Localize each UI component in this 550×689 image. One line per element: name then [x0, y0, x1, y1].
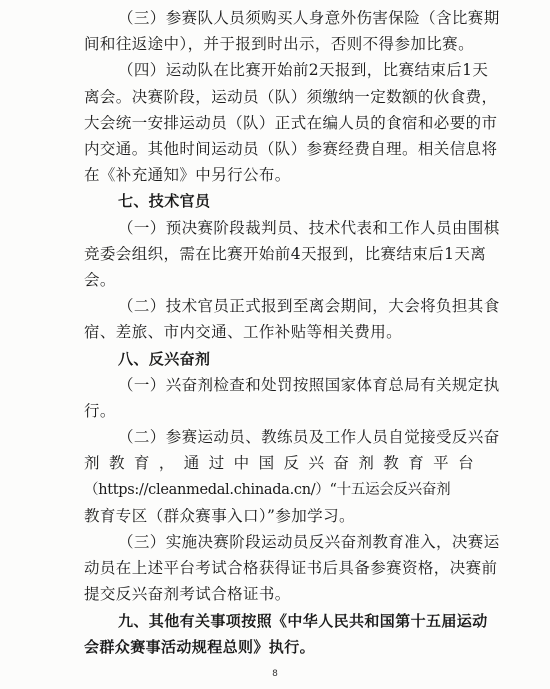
paragraph-line: 剂教育，通过中国反兴奋剂教育平台	[84, 454, 474, 473]
paragraph-line: 提交反兴奋剂考试合格证书。	[84, 585, 291, 604]
paragraph-line: 动员在上述平台考试合格获得证书后具备参赛资格，决赛前	[84, 559, 498, 578]
paragraph-line: 教育专区（群众赛事入口）”参加学习。	[84, 506, 355, 525]
paragraph-line: 宿、差旅、市内交通、工作补贴等相关费用。	[84, 323, 403, 342]
paragraph-line: 竞委会组织，需在比赛开始前4天报到，比赛结束后1天离	[84, 244, 487, 263]
paragraph-line: （三）参赛队人员须购买人身意外伤害保险（含比赛期	[118, 9, 500, 27]
paragraph-line: （三）实施决赛阶段运动员反兴奋剂教育准入，决赛运	[118, 533, 500, 551]
paragraph-line: （四）运动队在比赛开始前2天报到，比赛结束后1天	[118, 61, 489, 80]
paragraph-line: （一）兴奋剂检查和处罚按照国家体育总局有关规定执	[118, 375, 500, 394]
paragraph-line: 会。	[84, 271, 116, 289]
section-heading: 七、技术官员	[118, 192, 211, 211]
paragraph-line: 在《补充通知》中另行公布。	[84, 166, 291, 185]
page-number: 8	[272, 669, 278, 679]
paragraph-line: 大会统一安排运动员（队）正式在编人员的食宿和必要的市	[84, 113, 498, 132]
paragraph-line: （二）技术官员正式报到至离会期间，大会将负担其食	[118, 297, 500, 316]
paragraph-line: 间和往返途中），并于报到时出示，否则不得参加比赛。	[84, 35, 474, 54]
url-line: （https://cleanmedal.chinada.cn/）“十五运会反兴奋剂	[84, 481, 451, 498]
paragraph-line: （一）预决赛阶段裁判员、技术代表和工作人员由围棋	[118, 218, 500, 237]
paragraph-line: 离会。决赛阶段，运动员（队）须缴纳一定数额的伙食费，	[84, 87, 498, 106]
paragraph-line: （二）参赛运动员、教练员及工作人员自觉接受反兴奋	[118, 428, 500, 447]
section-heading: 八、反兴奋剂	[118, 349, 211, 368]
paragraph-line: 行。	[84, 402, 116, 420]
paragraph-line: 内交通。其他时间运动员（队）参赛经费自理。相关信息将	[84, 140, 498, 158]
closing-heading-line: 九、其他有关事项按照《中华人民共和国第十五届运动	[118, 611, 488, 630]
closing-heading-line: 会群众赛事活动规程总则》执行。	[84, 637, 316, 656]
